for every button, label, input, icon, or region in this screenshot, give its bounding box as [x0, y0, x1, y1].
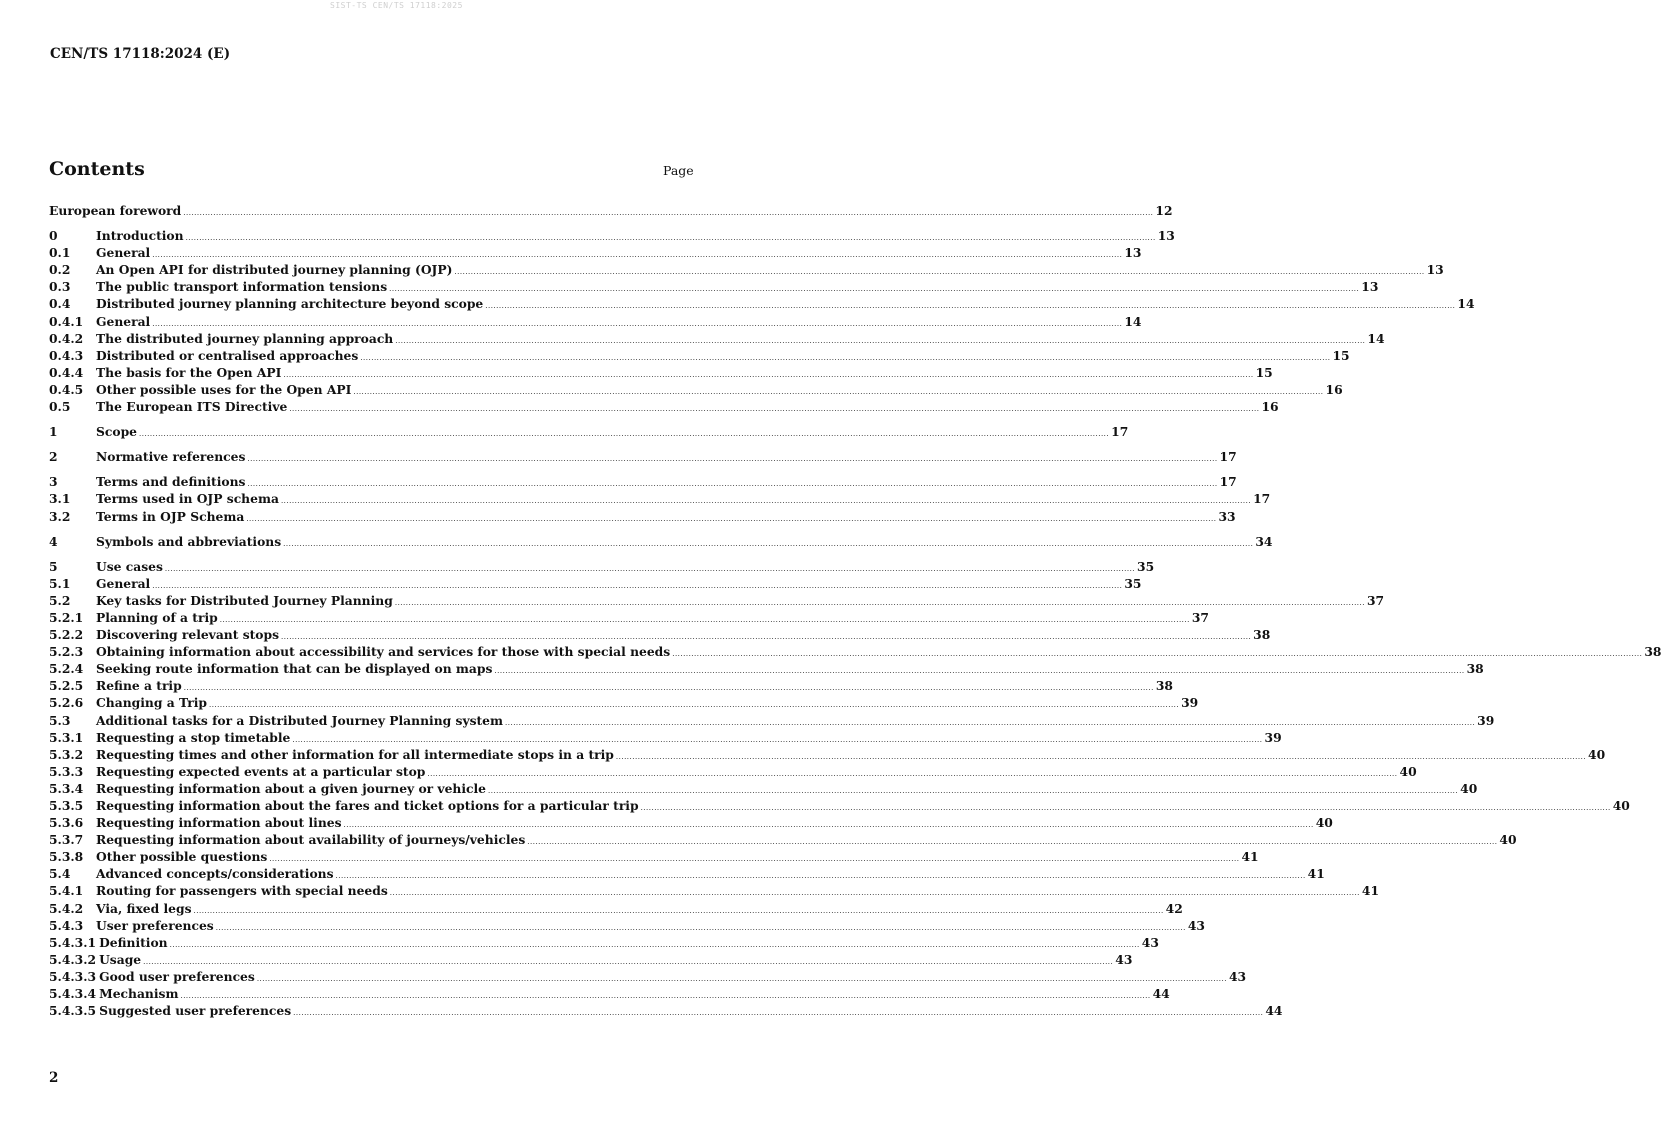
toc-entry-title: Changing a Trip: [96, 695, 207, 711]
toc-entry-number: 0.3: [49, 279, 71, 295]
toc-entry[interactable]: [49, 558, 1155, 575]
dot-leader: [505, 715, 1475, 732]
dot-leader: [246, 511, 1216, 528]
toc-entry-page: 34: [1255, 533, 1273, 549]
toc-entry-page: 38: [1253, 627, 1271, 643]
toc-entry-page: 14: [1457, 296, 1475, 312]
toc-entry-number: 0.4.2: [49, 330, 84, 346]
toc-entry-number: 2: [49, 449, 58, 465]
toc-entry-page: 17: [1253, 491, 1271, 507]
dot-leader: [616, 749, 1586, 766]
dot-leader: [485, 298, 1455, 315]
toc-entry-page: 15: [1255, 364, 1273, 380]
toc-entry-page: 40: [1499, 832, 1517, 848]
toc-entry-number: 0.4.5: [49, 381, 84, 397]
toc-entry-title: Terms and definitions: [96, 474, 246, 490]
toc-entry-page: 13: [1426, 262, 1444, 278]
toc-entry-title: Discovering relevant stops: [96, 627, 280, 643]
toc-entry[interactable]: [49, 330, 1385, 347]
toc-entry-page: 17: [1219, 474, 1237, 490]
toc-entry[interactable]: [49, 934, 1159, 951]
toc-entry-title: Requesting information about availability of journeys/vehicles: [96, 832, 526, 848]
toc-entry-number: 5.1: [49, 575, 71, 591]
toc-entry-page: 37: [1191, 609, 1209, 625]
toc-entry-title: Definition: [99, 934, 168, 950]
toc-entry-page: 41: [1241, 849, 1259, 865]
toc-entry-number: 5.3.4: [49, 780, 84, 796]
toc-entry-number: 0.4.3: [49, 347, 84, 363]
toc-entry-title: Terms in OJP Schema: [96, 508, 245, 524]
toc-entry-number: 1: [49, 424, 58, 440]
toc-entry-page: 14: [1367, 330, 1385, 346]
toc-entry-title: The basis for the Open API: [96, 364, 282, 380]
toc-entry[interactable]: [49, 381, 1343, 398]
toc-entry[interactable]: [49, 227, 1175, 244]
toc-entry-number: 4: [49, 533, 58, 549]
toc-entry-number: 0.4: [49, 296, 71, 312]
toc-entry[interactable]: [49, 278, 1379, 295]
dot-leader: [281, 493, 1251, 510]
dot-leader: [283, 367, 1253, 384]
toc-entry-number: 5.3.8: [49, 849, 84, 865]
toc-entry-title: Terms used in OJP schema: [96, 491, 279, 507]
toc-entry[interactable]: [49, 575, 1142, 592]
toc-entry-title: An Open API for distributed journey planning (OJP): [96, 262, 453, 278]
watermark: SIST-TS CEN/TS 17118:2025: [330, 1, 463, 10]
table-of-contents: [49, 202, 1661, 1019]
toc-entry-page: 13: [1157, 228, 1175, 244]
toc-entry[interactable]: [49, 261, 1444, 278]
toc-entry-page: 17: [1111, 424, 1129, 440]
toc-entry-number: 5.4.1: [49, 883, 84, 899]
toc-entry-page: 41: [1361, 883, 1380, 899]
toc-entry[interactable]: [49, 968, 1247, 985]
toc-entry-title: Good user preferences: [99, 968, 255, 984]
dot-leader: [454, 264, 1424, 281]
dot-leader: [247, 476, 1217, 493]
toc-entry-page: 33: [1218, 508, 1236, 524]
toc-entry-page: 44: [1152, 986, 1170, 1002]
toc-entry-page: 40: [1612, 798, 1630, 813]
toc-entry-number: 5.3.2: [49, 746, 84, 762]
dot-leader: [672, 646, 1642, 663]
toc-entry-page: 40: [1315, 815, 1333, 831]
dot-leader: [216, 920, 1186, 937]
toc-entry-title: European foreword: [49, 203, 182, 218]
toc-entry-number: 0.1: [49, 245, 71, 261]
toc-entry-page: 38: [1466, 661, 1484, 677]
toc-entry-title: General: [96, 575, 151, 591]
dot-leader: [180, 988, 1150, 1005]
toc-entry[interactable]: [49, 677, 1173, 694]
toc-entry-title: User preferences: [96, 917, 214, 933]
toc-entry-number: 0.2: [49, 262, 71, 278]
contents-heading: Contents: [49, 158, 145, 180]
toc-entry-number: 5.4.3: [49, 917, 84, 933]
toc-entry[interactable]: [49, 448, 1237, 465]
dot-leader: [143, 954, 1113, 971]
toc-entry-page: 38: [1644, 644, 1661, 660]
toc-entry-page: 35: [1137, 558, 1155, 574]
toc-entry-title: Planning of a trip: [96, 609, 218, 625]
toc-entry-title: Mechanism: [99, 986, 179, 1002]
toc-entry-number: 3.1: [49, 491, 71, 507]
dot-leader: [389, 281, 1359, 298]
document-id: CEN/TS 17118:2024 (E): [50, 46, 231, 62]
toc-entry[interactable]: [49, 951, 1133, 968]
toc-entry-title: Requesting information about the fares and ticket options for a particular trip: [96, 798, 639, 813]
toc-entry-title: General: [96, 313, 151, 329]
toc-entry-title: Other possible questions: [96, 849, 268, 865]
toc-entry[interactable]: [49, 490, 1271, 507]
toc-entry[interactable]: [49, 900, 1183, 917]
toc-entry-page: 17: [1219, 449, 1237, 465]
toc-entry-number: 5.2.6: [49, 695, 84, 711]
toc-entry-title: Usage: [99, 951, 142, 967]
dot-leader: [269, 851, 1239, 868]
dot-leader: [170, 937, 1140, 954]
toc-entry[interactable]: [49, 508, 1236, 525]
toc-entry-number: 0: [49, 228, 58, 244]
toc-entry[interactable]: [49, 814, 1333, 831]
toc-entry-number: 3: [49, 474, 58, 490]
toc-entry-page: 38: [1155, 678, 1173, 694]
toc-entry-page: 39: [1181, 695, 1199, 711]
toc-entry-page: 40: [1399, 763, 1417, 779]
toc-entry[interactable]: [49, 780, 1478, 797]
toc-entry-title: The European ITS Directive: [96, 399, 288, 415]
dot-leader: [186, 230, 1156, 247]
toc-entry-number: 5.4.3.4: [49, 986, 97, 1002]
toc-entry-title: Via, fixed legs: [96, 900, 192, 916]
toc-entry-number: 5.3.3: [49, 763, 84, 779]
toc-entry-title: The distributed journey planning approach: [96, 330, 394, 346]
toc-entry[interactable]: [49, 712, 1495, 729]
toc-entry-title: The public transport information tensions: [96, 279, 388, 295]
toc-entry-page: 12: [1155, 203, 1173, 218]
dot-leader: [390, 885, 1360, 902]
toc-entry-number: 5.4.3.1: [49, 934, 97, 950]
dot-leader: [220, 612, 1190, 629]
dot-leader: [293, 1005, 1263, 1022]
toc-entry-number: 5.3.7: [49, 832, 84, 848]
dot-leader: [360, 350, 1330, 367]
toc-entry[interactable]: [49, 660, 1484, 677]
toc-entry[interactable]: [49, 473, 1237, 490]
toc-entry-title: Distributed journey planning architecture beyond scope: [96, 296, 484, 312]
dot-leader: [257, 971, 1227, 988]
toc-entry-title: Key tasks for Distributed Journey Planning: [96, 592, 393, 608]
dot-leader: [395, 595, 1365, 612]
toc-entry[interactable]: [49, 729, 1282, 746]
toc-entry-page: 41: [1307, 866, 1325, 882]
toc-entry[interactable]: [49, 831, 1517, 848]
toc-entry-page: 15: [1332, 347, 1350, 363]
toc-entry-number: 0.4.1: [49, 313, 84, 329]
toc-entry-page: 43: [1141, 934, 1159, 950]
toc-entry-page: 43: [1228, 968, 1247, 984]
toc-entry[interactable]: [49, 643, 1661, 660]
toc-entry-title: Requesting times and other information for all intermediate stops in a trip: [96, 746, 614, 762]
toc-entry[interactable]: [49, 882, 1380, 899]
dot-leader: [353, 384, 1323, 401]
dot-leader: [183, 205, 1153, 222]
dot-leader: [194, 903, 1164, 920]
toc-entry-number: 5.4.3.5: [49, 1003, 97, 1019]
toc-entry-page: 40: [1460, 780, 1478, 796]
toc-entry-page: 43: [1187, 917, 1205, 933]
toc-entry[interactable]: [49, 763, 1417, 780]
toc-entry-title: Normative references: [96, 449, 246, 465]
toc-entry-number: 0.5: [49, 399, 71, 415]
toc-entry-number: 5.2.3: [49, 644, 84, 660]
toc-entry-page: 13: [1124, 245, 1142, 261]
toc-entry-title: Introduction: [96, 228, 184, 244]
toc-entry-title: Additional tasks for a Distributed Journey Planning system: [96, 712, 504, 728]
toc-entry[interactable]: [49, 295, 1475, 312]
toc-entry-page: 13: [1361, 279, 1379, 295]
toc-entry-page: 37: [1366, 592, 1385, 608]
dot-leader: [165, 561, 1135, 578]
toc-entry-title: General: [96, 245, 151, 261]
toc-entry-title: Other possible uses for the Open API: [96, 381, 352, 397]
toc-entry-number: 5.4: [49, 866, 71, 882]
toc-entry[interactable]: [49, 244, 1142, 261]
toc-entry-number: 0.4.4: [49, 364, 84, 380]
toc-entry-number: 5.2.2: [49, 627, 84, 643]
toc-entry-page: 42: [1165, 900, 1183, 916]
toc-entry-number: 5.4.3.3: [49, 968, 97, 984]
page-column-label: Page: [663, 163, 694, 178]
toc-entry-number: 5.3.1: [49, 729, 84, 745]
toc-entry[interactable]: [49, 364, 1273, 381]
toc-entry-page: 16: [1261, 399, 1279, 415]
toc-entry-number: 5.2.5: [49, 678, 84, 694]
dot-leader: [395, 333, 1365, 350]
toc-entry[interactable]: [49, 592, 1385, 609]
toc-entry[interactable]: [49, 313, 1142, 330]
toc-entry[interactable]: [49, 626, 1271, 643]
toc-entry-title: Routing for passengers with special needs: [96, 883, 388, 899]
toc-entry-page: 39: [1477, 712, 1495, 728]
toc-entry-title: Seeking route information that can be displayed on maps: [96, 661, 493, 677]
toc-entry-title: Requesting a stop timetable: [96, 729, 291, 745]
toc-entry-title: Symbols and abbreviations: [96, 533, 282, 549]
toc-entry[interactable]: [49, 533, 1273, 550]
page-number: 2: [49, 1070, 59, 1086]
toc-entry-title: Requesting information about lines: [96, 815, 342, 831]
toc-entry-page: 14: [1124, 313, 1142, 329]
toc-entry-page: 44: [1265, 1003, 1283, 1019]
toc-entry[interactable]: [49, 746, 1606, 763]
toc-entry-page: 16: [1325, 381, 1343, 397]
dot-leader: [247, 451, 1217, 468]
toc-entry[interactable]: [49, 609, 1209, 626]
toc-entry-number: 5.2.4: [49, 661, 84, 677]
toc-entry-title: Use cases: [96, 558, 163, 574]
toc-entry[interactable]: [49, 202, 1173, 219]
dot-leader: [139, 426, 1109, 443]
toc-entry-number: 5.4.2: [49, 900, 84, 916]
toc-entry[interactable]: [49, 423, 1129, 440]
toc-entry-title: Suggested user preferences: [99, 1003, 292, 1019]
dot-leader: [283, 536, 1253, 553]
toc-entry-title: Scope: [96, 424, 137, 440]
dot-leader: [336, 868, 1306, 885]
dot-leader: [184, 680, 1154, 697]
toc-entry[interactable]: [49, 347, 1350, 364]
toc-entry-number: 5.3.5: [49, 798, 84, 813]
toc-entry-number: 5.4.3.2: [49, 951, 97, 967]
dot-leader: [427, 766, 1397, 783]
toc-entry[interactable]: [49, 848, 1259, 865]
toc-entry-number: 5.3.6: [49, 815, 84, 831]
toc-entry-title: Obtaining information about accessibility and services for those with special needs: [96, 644, 671, 660]
toc-entry-page: 40: [1588, 746, 1606, 762]
toc-entry[interactable]: [49, 865, 1325, 882]
dot-leader: [289, 401, 1259, 418]
toc-entry-title: Requesting expected events at a particular stop: [96, 763, 426, 779]
toc-entry-number: 5.2.1: [49, 609, 84, 625]
toc-entry[interactable]: [49, 398, 1279, 415]
toc-entry-number: 5: [49, 558, 58, 574]
toc-entry[interactable]: [49, 985, 1170, 1002]
dot-leader: [494, 663, 1464, 680]
toc-entry[interactable]: [49, 917, 1205, 934]
dot-leader: [527, 834, 1497, 851]
toc-entry-title: Refine a trip: [96, 678, 182, 694]
toc-entry[interactable]: [49, 797, 1630, 814]
toc-entry-title: Advanced concepts/considerations: [96, 866, 334, 882]
toc-entry-title: Distributed or centralised approaches: [96, 347, 359, 363]
toc-entry-number: 3.2: [49, 508, 71, 524]
toc-entry-number: 5.2: [49, 592, 71, 608]
toc-entry-page: 35: [1124, 575, 1142, 591]
dot-leader: [641, 800, 1611, 817]
toc-entry-title: Requesting information about a given journey or vehicle: [96, 780, 486, 796]
toc-entry-page: 39: [1264, 729, 1282, 745]
toc-entry-page: 43: [1115, 951, 1133, 967]
toc-entry-number: 5.3: [49, 712, 71, 728]
toc-entry[interactable]: [49, 1002, 1283, 1019]
toc-entry[interactable]: [49, 694, 1199, 711]
